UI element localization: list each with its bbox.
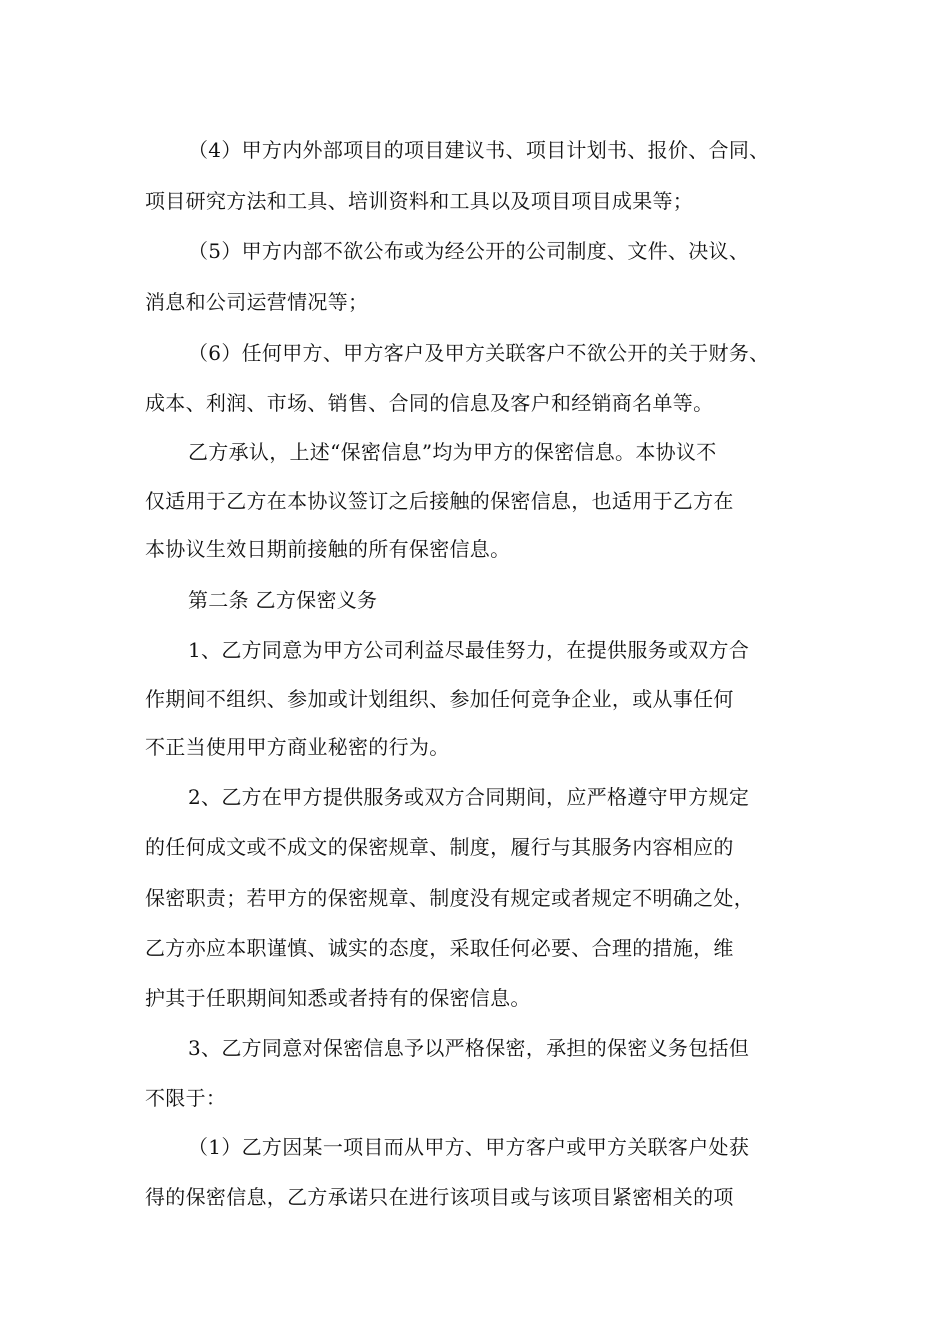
paragraph-line: 2、乙方在甲方提供服务或双方合同期间，应严格遵守甲方规定 <box>188 785 750 809</box>
paragraph-line: 不限于： <box>145 1086 227 1110</box>
paragraph-line: 得的保密信息，乙方承诺只在进行该项目或与该项目紧密相关的项 <box>145 1185 734 1209</box>
paragraph-line: 乙方承认，上述“保密信息”均为甲方的保密信息。本协议不 <box>188 440 717 464</box>
paragraph-line: 项目研究方法和工具、培训资料和工具以及项目项目成果等； <box>145 189 694 213</box>
paragraph-line: 乙方亦应本职谨慎、诚实的态度，采取任何必要、合理的措施，维 <box>145 936 734 960</box>
paragraph-line: 1、乙方同意为甲方公司利益尽最佳努力，在提供服务或双方合 <box>188 638 750 662</box>
paragraph-line: 仅适用于乙方在本协议签订之后接触的保密信息，也适用于乙方在 <box>145 489 734 513</box>
paragraph-line: 护其于任职期间知悉或者持有的保密信息。 <box>145 986 531 1010</box>
paragraph-line: 3、乙方同意对保密信息予以严格保密，承担的保密义务包括但 <box>188 1036 750 1060</box>
paragraph-line: （4）甲方内外部项目的项目建议书、项目计划书、报价、合同、 <box>188 138 770 162</box>
paragraph-line: 不正当使用甲方商业秘密的行为。 <box>145 735 450 759</box>
paragraph-line: （1）乙方因某一项目而从甲方、甲方客户或甲方关联客户处获 <box>188 1135 750 1159</box>
paragraph-line: （6）任何甲方、甲方客户及甲方关联客户不欲公开的关于财务、 <box>188 341 770 365</box>
paragraph-line: 成本、利润、市场、销售、合同的信息及客户和经销商名单等。 <box>145 391 714 415</box>
paragraph-line: 作期间不组织、参加或计划组织、参加任何竞争企业，或从事任何 <box>145 687 734 711</box>
paragraph-line: 本协议生效日期前接触的所有保密信息。 <box>145 537 511 561</box>
paragraph-line: 的任何成文或不成文的保密规章、制度，履行与其服务内容相应的 <box>145 835 734 859</box>
paragraph-line: （5）甲方内部不欲公布或为经公开的公司制度、文件、决议、 <box>188 239 750 263</box>
section-heading: 第二条 乙方保密义务 <box>188 588 378 612</box>
paragraph-line: 消息和公司运营情况等； <box>145 290 369 314</box>
paragraph-line: 保密职责；若甲方的保密规章、制度没有规定或者规定不明确之处， <box>145 886 754 910</box>
